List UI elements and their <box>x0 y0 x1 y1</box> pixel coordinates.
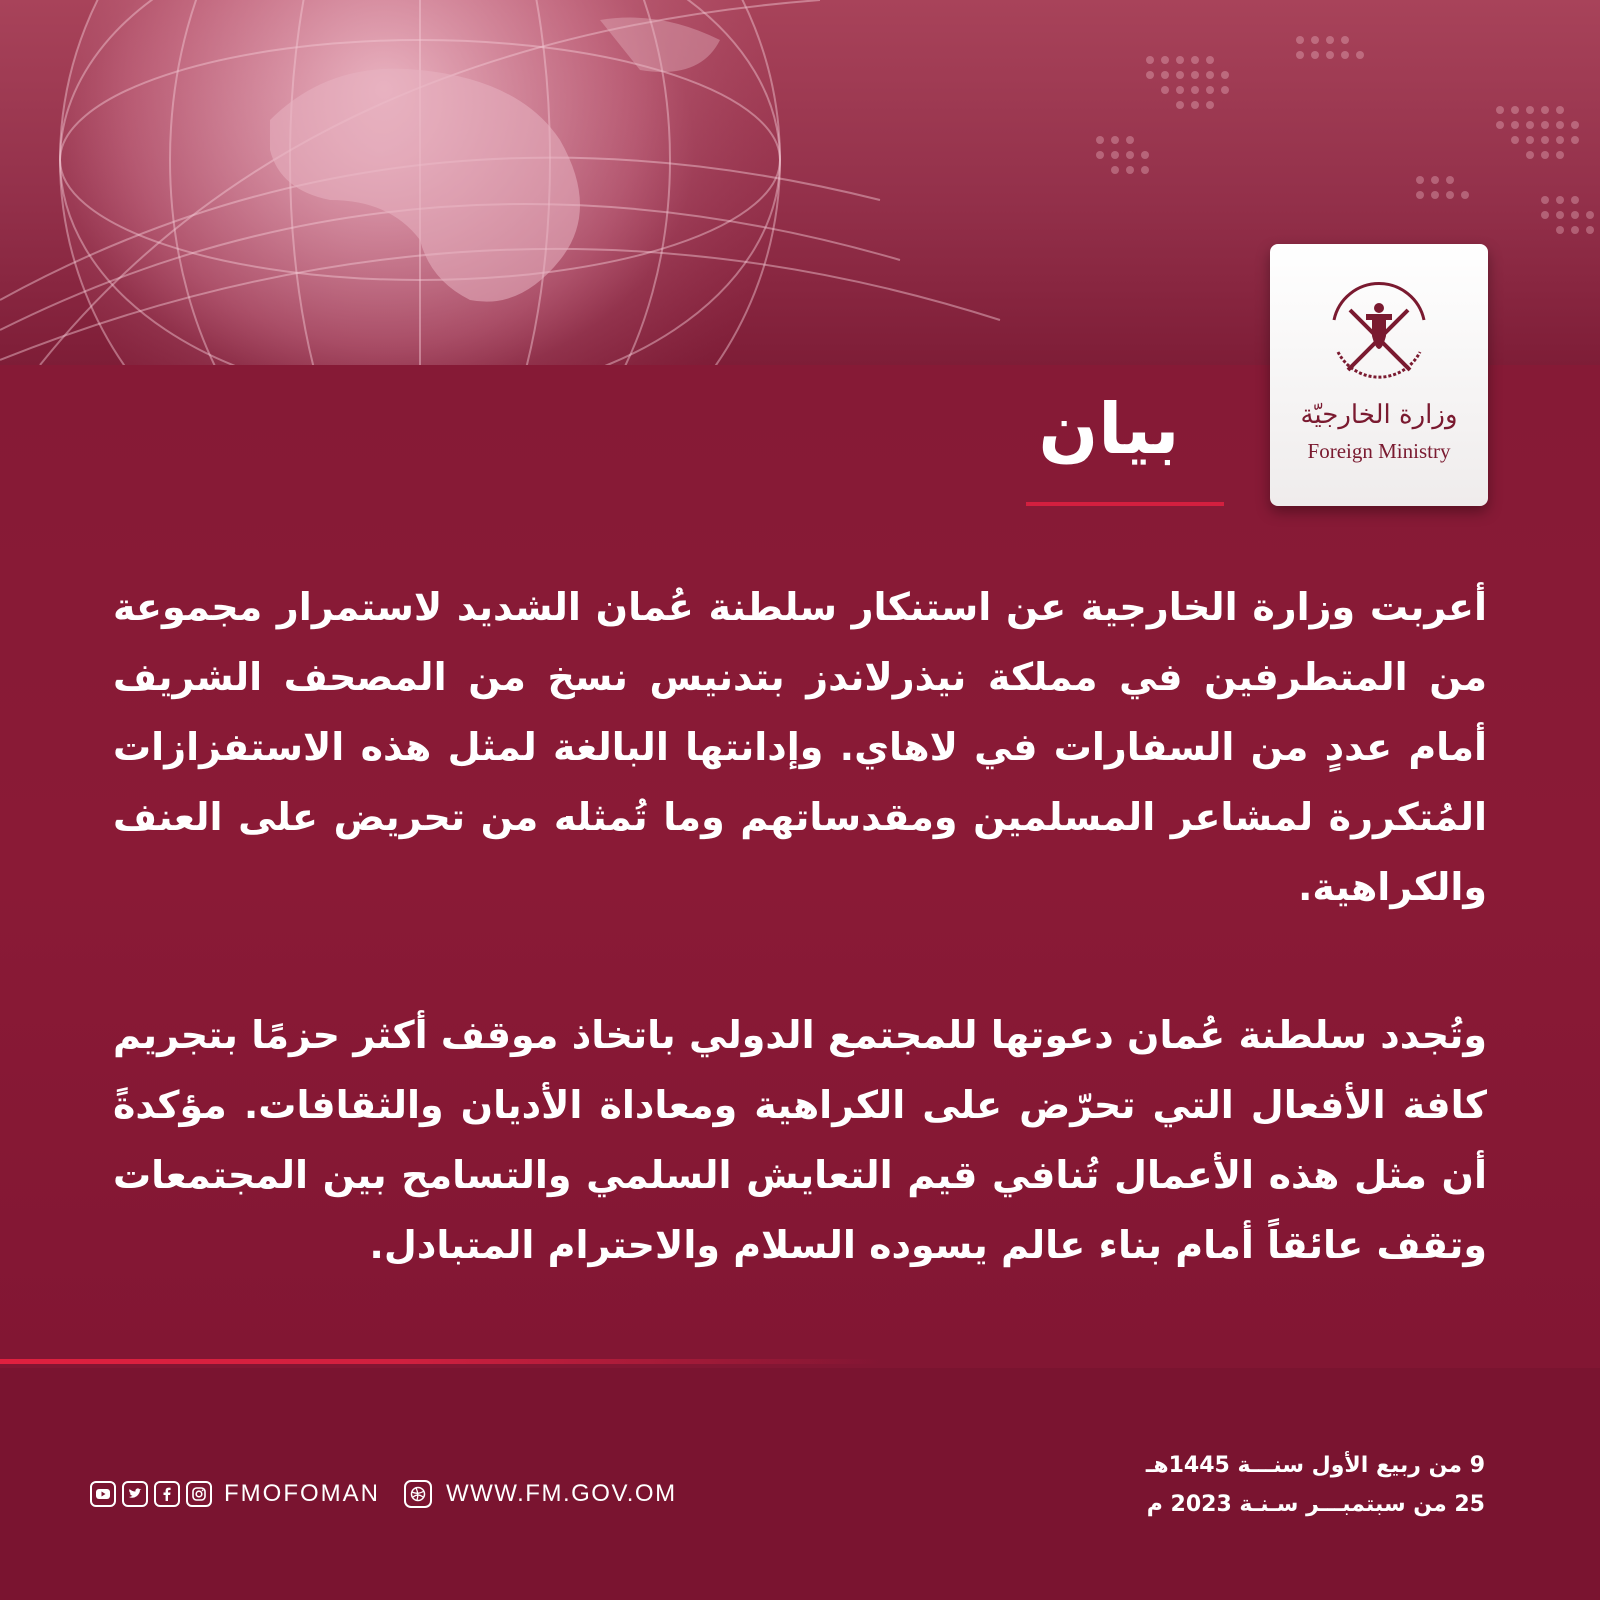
statement-paragraph-2: وتُجدد سلطنة عُمان دعوتها للمجتمع الدولي باتخاذ موقف أكثر حزمًا بتجريم كافة الأفعال التي تحرّض على الكراهية ومعاداة الأديان والثقافات. مؤكدةً أن مثل هذه الأعمال تُنافي قيم التعايش السلمي والتسامح بين المجتمعات وتقف عائقاً أمام بناء عالم يسوده السلام والاحترام المتبادل. <box>113 1013 1487 1267</box>
twitter-icon[interactable] <box>122 1481 148 1507</box>
footer-social-bar <box>90 1479 677 1509</box>
facebook-icon[interactable] <box>154 1481 180 1507</box>
statement-title: بيان <box>1038 388 1180 470</box>
oman-emblem-icon <box>1320 280 1438 390</box>
logo-english-text: Foreign Ministry <box>1307 439 1451 463</box>
globe-icon <box>404 1480 432 1508</box>
social-handle[interactable]: FMOFOMAN <box>224 1480 380 1507</box>
title-underline <box>1026 502 1224 506</box>
instagram-icon[interactable] <box>186 1481 212 1507</box>
statement-paragraph-1: أعربت وزارة الخارجية عن استنكار سلطنة عُمان الشديد لاستمرار مجموعة من المتطرفين في مملكة نيذرلاندز بتدنيس نسخ من المصحف الشريف أمام عددٍ من السفارات في لاهاي. وإدانتها البالغة لمثل هذه الاستفزازات المُتكررة لمشاعر المسلمين ومقدساتهم وما تُمثله من تحريض على العنف والكراهية. <box>113 585 1487 909</box>
logo-arabic-text: وزارة الخارجيّة <box>1300 400 1458 430</box>
youtube-icon[interactable] <box>90 1481 116 1507</box>
foreign-ministry-logo <box>1270 244 1488 506</box>
date-gregorian: 25 من سبتمبـــر سـنـة 2023 م <box>1146 1492 1485 1517</box>
date-hijri: 9 من ربيع الأول سنـــة 1445هـ <box>1145 1453 1485 1478</box>
website-link[interactable]: WWW.FM.GOV.OM <box>445 1480 677 1507</box>
footer-divider <box>0 1359 1600 1364</box>
